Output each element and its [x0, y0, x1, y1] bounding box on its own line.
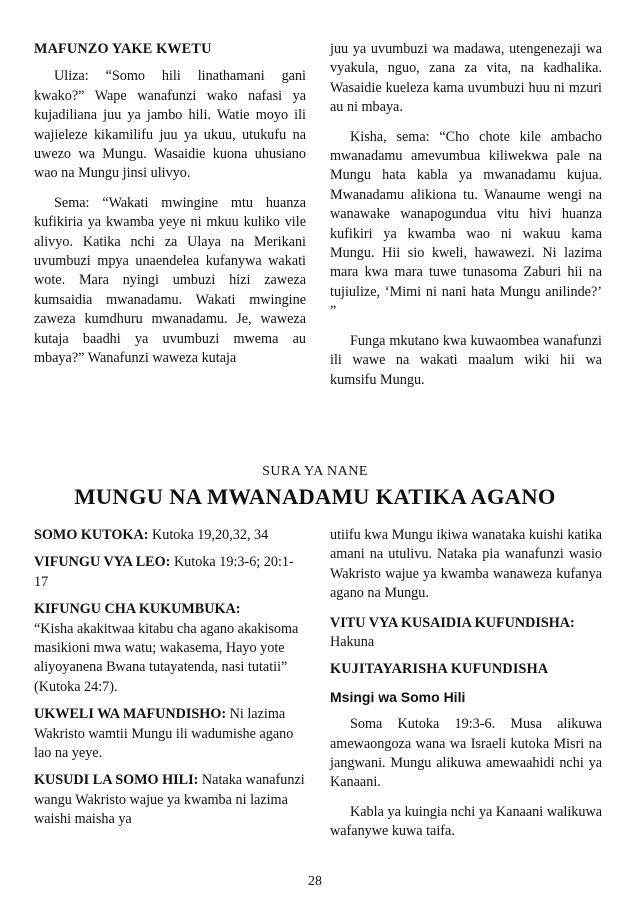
- kusudi-la-somo: [34, 771, 306, 829]
- ukweli-label: UKWELI WA MAFUNDISHO:: [34, 706, 227, 723]
- ukweli-value: Ni lazima Wakristo wamtii Mungu ili wadumishe agano lao na yeye.: [34, 706, 294, 762]
- bottom-right-column: [330, 526, 602, 852]
- top-right-column: [330, 40, 602, 400]
- bottom-left-column: [34, 526, 306, 838]
- somo-value: Kutoka 19,20,32, 34: [151, 527, 269, 543]
- kifungu-cha-kukumbuka: [34, 600, 306, 697]
- vitu-value: Hakuna: [330, 634, 375, 651]
- kifungu-label: KIFUNGU CHA KUKUMBUKA:: [34, 601, 241, 618]
- kifungu-value: “Kisha akakitwaa kitabu cha agano akakisoma masikioni mwa watu; wakasema, Hayo yote aliyoyanena Bwana tutayatenda, nasi tutatii” (Kutoka 24:7).: [34, 620, 299, 695]
- kujitayarisha-heading: KUJITAYARISHA KUFUNDISHA: [330, 661, 549, 678]
- paragraph: Soma Kutoka 19:3-6. Musa alikuwa amewaongoza wana wa Israeli kutoka Misri na jangwani. Mungu alikuwa amewaahidi nchi ya Kanaani.: [330, 716, 602, 791]
- vitu-label: VITU VYA KUSAIDIA KUFUNDISHA:: [330, 614, 575, 631]
- ukweli-wa-mafundisho: [34, 705, 306, 763]
- chapter-title: MUNGU NA MWANADAMU KATIKA AGANO: [74, 484, 556, 509]
- paragraph: Uliza: “Somo hili linathamani gani kwako?” Wape wanafunzi wako nafasi ya kujadiliana juu ya jambo hili. Watie moyo ili wajieleze kikamilifu juu ya ukuu, utukufu na uwezo wa Mungu. Wasaidie kuona uhusiano wao na Mungu jinsi ulivyo.: [34, 68, 306, 182]
- paragraph: Funga mkutano kwa kuwaombea wanafunzi ili wawe na wakati maalum wiki hii wa kumsifu Mungu.: [330, 332, 602, 388]
- vifungu-vya-leo: [34, 553, 306, 592]
- paragraph: juu ya uvumbuzi wa madawa, utengenezaji wa vyakula, nguo, zana za vita, na kadhalika. Wasaidie kueleza kama uvumbuzi huu ni mzuri au ni mbaya.: [330, 41, 602, 116]
- paragraph: Kisha, sema: “Cho chote kile ambacho mwanadamu amevumbua kiliwekwa pale na Mungu hata kabla ya mwanadamu kujua. Mwanadamu alikiona tu. Wanaume wengi na wanawake wanapogundua vitu hivi huanza kufikiri ya kwamba wao ni wakuu kama Mungu. Hii sio kweli, hawawezi. Ni lazima mara kwa mara tuwe tunasoma Zaburi hii na tujiulize, ‘Mimi ni nani hata Mungu anilinde?’ ”: [330, 128, 602, 320]
- vifungu-value: Kutoka 19:3-6; 20:1-17: [34, 554, 294, 590]
- top-left-column: [34, 40, 306, 379]
- paragraph: Sema: “Wakati mwingine mtu huanza kufikiria ya kwamba yeye ni mkuu kuliko vile alivyo. Katika nchi za Ulaya na Merikani uvumbuzi mpya unaendelea kufanywa wakati wote. Mara nyingi umbuzi hizi zaweza kumsaidia mwanadamu. Wakati mwingine zaweza kumdhuru mwanadamu. Je, waweza kutaja baadhi ya uvumbuzi mwema au mbaya?” Wanafunzi waweza kutaja: [34, 194, 306, 367]
- kusudi-value: Nataka wanafunzi wangu Wakristo wajue ya kwamba ni lazima waishi maisha ya: [34, 772, 305, 828]
- section-heading: MAFUNZO YAKE KWETU: [34, 41, 212, 57]
- vifungu-label: VIFUNGU VYA LEO:: [34, 554, 171, 571]
- page-number: 28: [308, 874, 322, 889]
- vitu-vya-kusaidia: [330, 614, 602, 653]
- chapter-label: SURA YA NANE: [262, 464, 368, 479]
- kusudi-label: KUSUDI LA SOMO HILI:: [34, 772, 199, 789]
- somo-label: SOMO KUTOKA:: [34, 527, 149, 543]
- msingi-heading: Msingi wa Somo Hili: [330, 688, 466, 705]
- paragraph: Kabla ya kuingia nchi ya Kanaani walikuwa wafanywe kuwa taifa.: [330, 803, 602, 840]
- somo-kutoka: [34, 526, 306, 545]
- paragraph: utiifu kwa Mungu ikiwa wanataka kuishi katika amani na utulivu. Nataka pia wanafunzi wasio Wakristo wajue ya kwamba wanaweza kufanya agano na Mungu.: [330, 527, 602, 602]
